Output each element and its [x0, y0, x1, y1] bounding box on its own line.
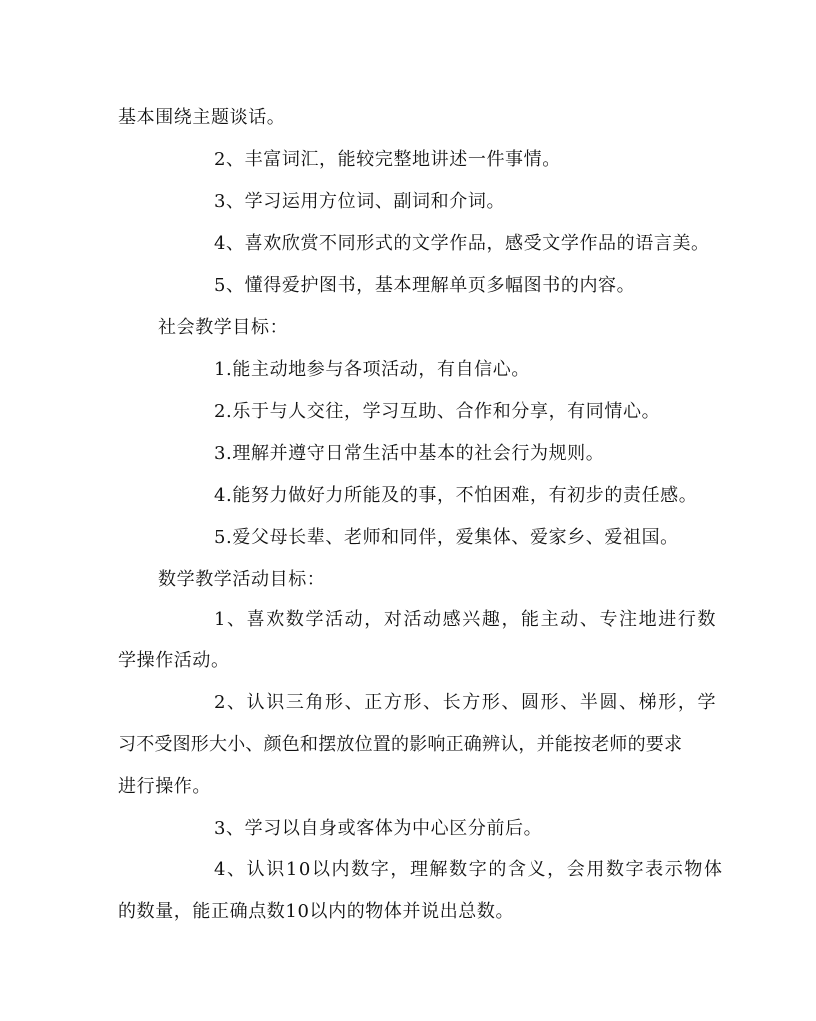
text-line: 1、喜欢数学活动，对活动感兴趣，能主动、专注地进行数 [214, 609, 718, 630]
text-line: 1.能主动地参与各项活动，有自信心。 [214, 359, 530, 380]
text-line: 2、丰富词汇，能较完整地讲述一件事情。 [214, 149, 561, 170]
text-line: 5.爱父母长辈、老师和同伴，爱集体、爱家乡、爱祖国。 [214, 527, 679, 548]
text-line: 3、学习运用方位词、副词和介词。 [214, 191, 506, 212]
text-line: 进行操作。 [118, 776, 211, 797]
text-line: 4、认识10以内数字，理解数字的含义，会用数字表示物体 [214, 859, 724, 880]
section-heading: 社会教学目标： [158, 317, 289, 338]
text-line: 4、喜欢欣赏不同形式的文学作品，感受文学作品的语言美。 [214, 233, 710, 254]
text-line: 2.乐于与人交往，学习互助、合作和分享，有同情心。 [214, 401, 661, 422]
text-line: 3.理解并遵守日常生活中基本的社会行为规则。 [214, 443, 605, 464]
text-line: 5、懂得爱护图书，基本理解单页多幅图书的内容。 [214, 275, 636, 296]
text-line: 4.能努力做好力所能及的事，不怕困难，有初步的责任感。 [214, 485, 698, 506]
text-line: 学操作活动。 [118, 650, 230, 671]
text-line: 基本围绕主题谈话。 [118, 107, 286, 128]
text-line: 的数量，能正确点数10以内的物体并说出总数。 [118, 901, 515, 922]
text-line: 习不受图形大小、颜色和摆放位置的影响正确辨认，并能按老师的要求 [118, 734, 683, 755]
section-heading: 数学教学活动目标： [158, 569, 326, 590]
text-line: 3、学习以自身或客体为中心区分前后。 [214, 818, 543, 839]
text-line: 2、认识三角形、正方形、长方形、圆形、半圆、梯形，学 [214, 692, 718, 713]
